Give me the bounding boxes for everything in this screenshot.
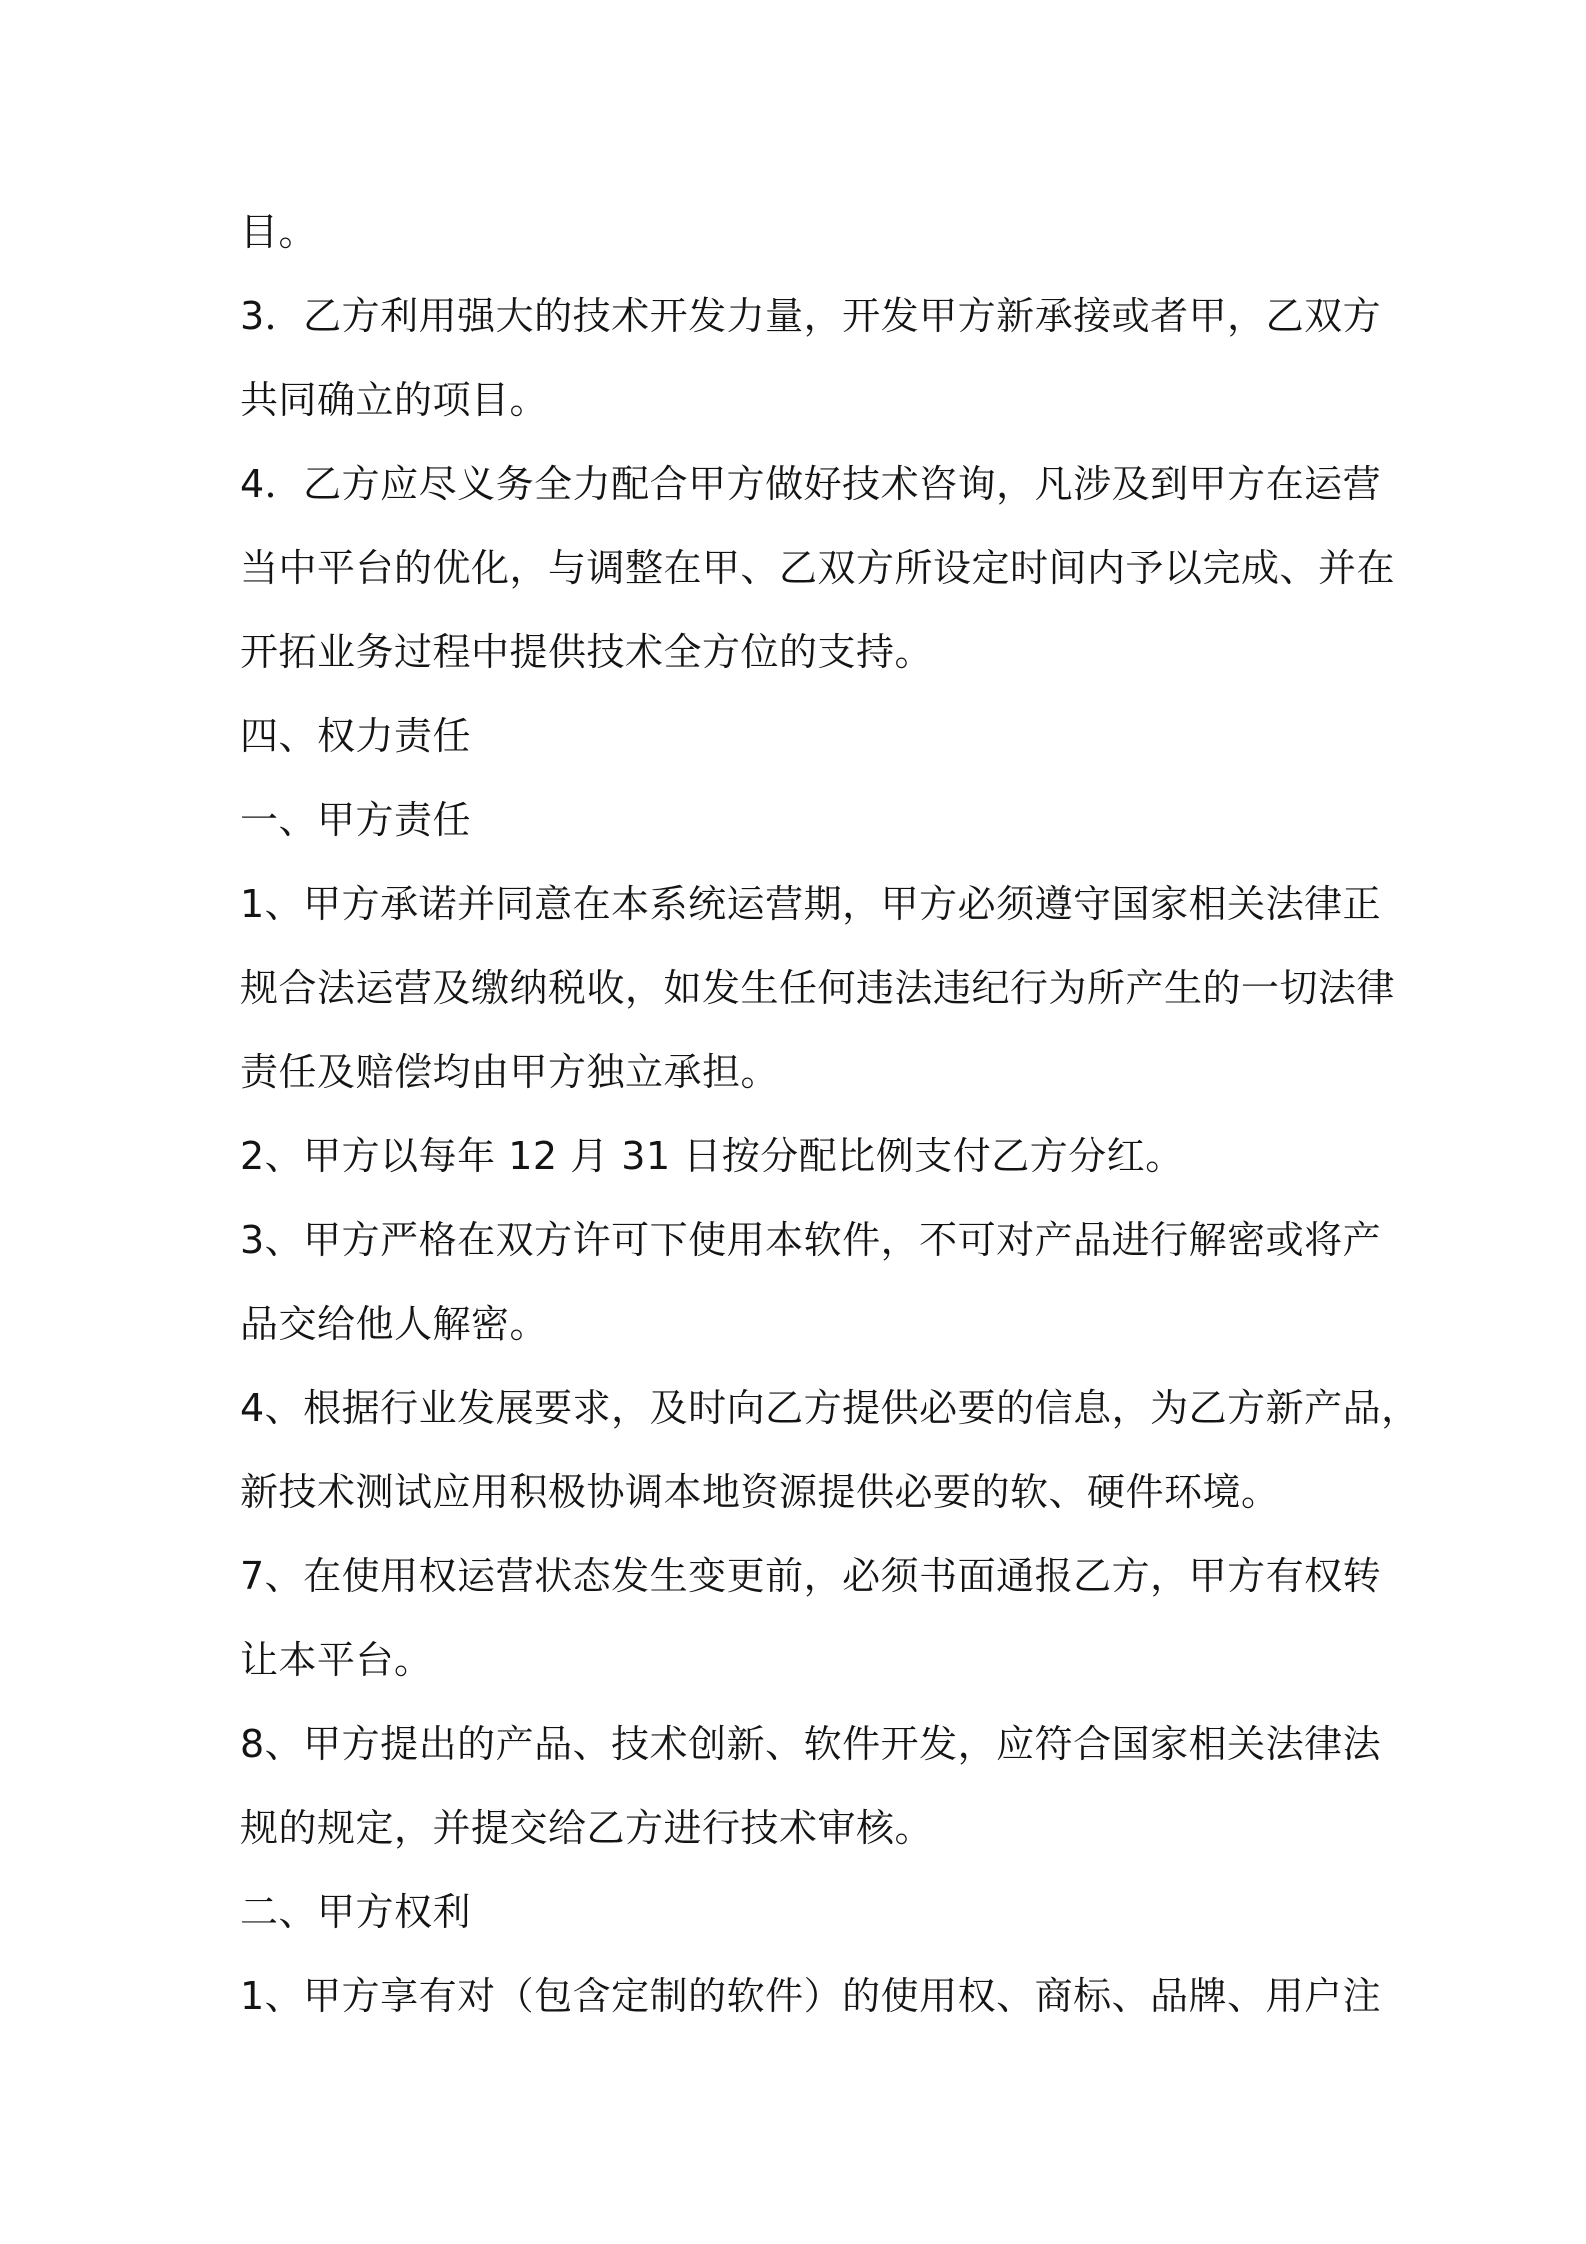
text-line: 2、甲方以每年 12 月 31 日按分配比例支付乙方分红。 xyxy=(240,1134,1184,1178)
text-line: 新技术测试应用积极协调本地资源提供必要的软、硬件环境。 xyxy=(240,1470,1280,1514)
document-body xyxy=(240,190,1420,2038)
text-line: 当中平台的优化，与调整在甲、乙双方所设定时间内予以完成、并在 xyxy=(240,546,1396,590)
text-line: 责任及赔偿均由甲方独立承担。 xyxy=(240,1050,780,1094)
text-line: 3．乙方利用强大的技术开发力量，开发甲方新承接或者甲，乙双方 xyxy=(240,294,1382,338)
text-line: 1、甲方享有对（包含定制的软件）的使用权、商标、品牌、用户注 xyxy=(240,1974,1382,2018)
text-line: 8、甲方提出的产品、技术创新、软件开发，应符合国家相关法律法 xyxy=(240,1722,1382,1766)
text-line: 规合法运营及缴纳税收，如发生任何违法违纪行为所产生的一切法律 xyxy=(240,966,1396,1010)
text-line: 共同确立的项目。 xyxy=(240,378,549,422)
text-line: 1、甲方承诺并同意在本系统运营期，甲方必须遵守国家相关法律正 xyxy=(240,882,1382,926)
subsection-heading: 一、甲方责任 xyxy=(240,798,472,842)
text-line: 4、根据行业发展要求，及时向乙方提供必要的信息，为乙方新产品， xyxy=(240,1386,1420,1430)
section-heading: 四、权力责任 xyxy=(240,714,472,758)
text-line: 3、甲方严格在双方许可下使用本软件，不可对产品进行解密或将产 xyxy=(240,1218,1382,1262)
text-line: 品交给他人解密。 xyxy=(240,1302,549,1346)
text-line: 7、在使用权运营状态发生变更前，必须书面通报乙方，甲方有权转 xyxy=(240,1554,1382,1598)
text-line: 规的规定，并提交给乙方进行技术审核。 xyxy=(240,1806,934,1850)
text-line: 让本平台。 xyxy=(240,1638,433,1682)
text-line: 4．乙方应尽义务全力配合甲方做好技术咨询，凡涉及到甲方在运营 xyxy=(240,462,1382,506)
text-line: 开拓业务过程中提供技术全方位的支持。 xyxy=(240,630,934,674)
text-line: 目。 xyxy=(240,210,318,254)
subsection-heading: 二、甲方权利 xyxy=(240,1890,472,1934)
